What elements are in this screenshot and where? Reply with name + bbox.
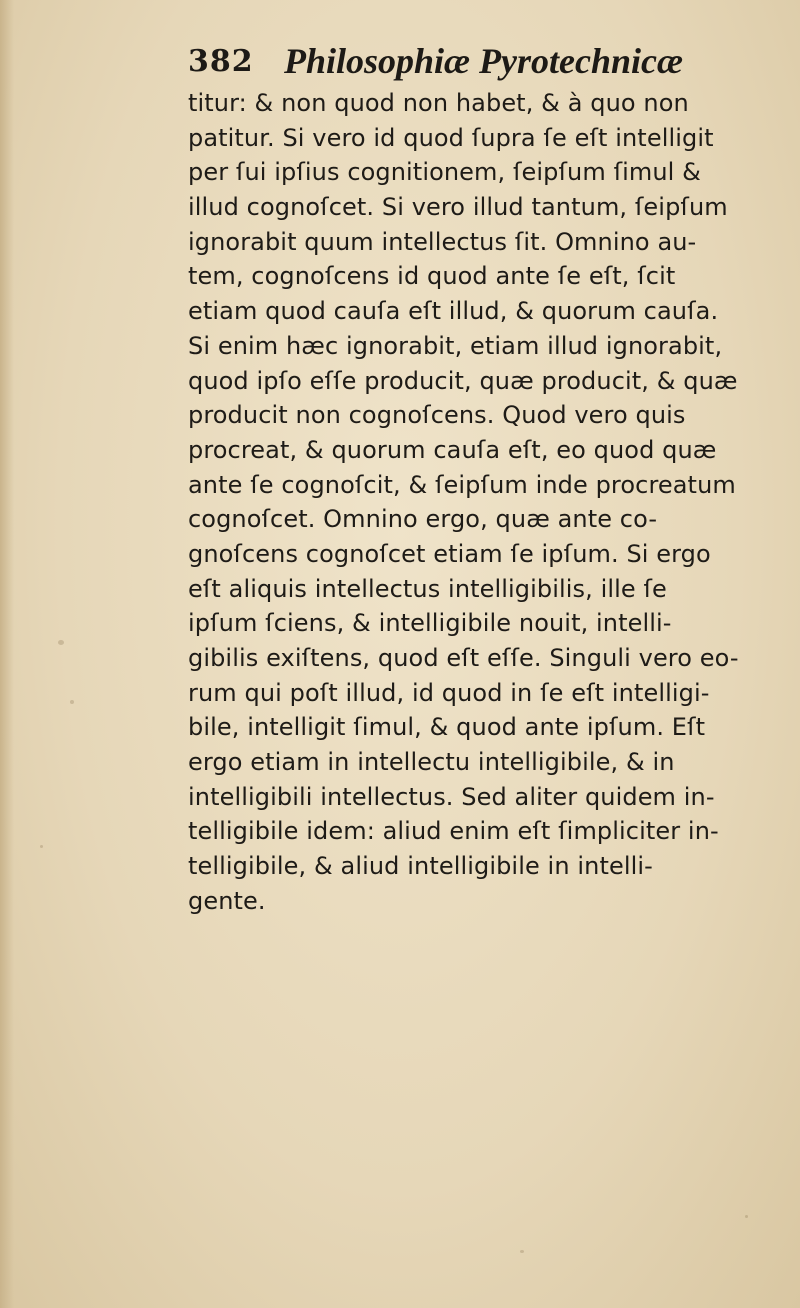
text-line: intelligibili intellectus. Sed aliter quidem in- [188, 782, 715, 811]
paper-spot [70, 700, 74, 704]
text-line: gnoſcens cognoſcet etiam ſe ipſum. Si ergo [188, 539, 711, 568]
text-line: bile, intelligit ſimul, & quod ante ipſum. Eſt [188, 713, 706, 742]
page-number: 382 [188, 44, 254, 79]
text-line: Si enim hæc ignorabit, etiam illud ignorabit, [188, 331, 723, 360]
running-title: Philosophiæ Pyrotechnicæ [284, 41, 684, 81]
text-line: per ſui ipſius cognitionem, ſeipſum ſimul & [188, 158, 701, 187]
text-line: rum qui poſt illud, id quod in ſe eſt intelligi- [188, 678, 710, 707]
text-line: telligibile, & aliud intelligibile in intelli- [188, 852, 653, 881]
text-line: illud cognoſcet. Si vero illud tantum, ſeipſum [188, 193, 728, 222]
text-line: patitur. Si vero id quod ſupra ſe eſt intelligit [188, 123, 714, 152]
text-line: etiam quod cauſa eſt illud, & quorum cauſa. [188, 297, 719, 326]
text-line: tem, cognoſcens id quod ante ſe eſt, ſcit [188, 262, 676, 291]
text-line: cognoſcet. Omnino ergo, quæ ante co- [188, 505, 658, 534]
text-line: ergo etiam in intellectu intelligibile, & in [188, 748, 675, 777]
paper-spot [745, 1215, 748, 1218]
body-text [188, 86, 768, 919]
text-line: producit non cognoſcens. Quod vero quis [188, 401, 686, 430]
page-edge-shadow [0, 0, 14, 1308]
text-line: gibilis exiſtens, quod eſt eſſe. Singuli vero eo- [188, 644, 739, 672]
page-header [188, 38, 728, 90]
paper-spot [58, 640, 64, 645]
text-line: ipſum ſciens, & intelligibile nouit, intelli- [188, 609, 672, 638]
text-line: quod ipſo eſſe producit, quæ producit, & quæ [188, 366, 738, 395]
text-line: telligibile idem: aliud enim eſt ſimpliciter in- [188, 817, 719, 846]
text-line: eſt aliquis intellectus intelligibilis, ille ſe [188, 574, 667, 603]
paper-spot [520, 1250, 524, 1253]
text-line: procreat, & quorum cauſa eſt, eo quod quæ [188, 435, 717, 464]
text-line: gente. [188, 886, 266, 915]
paper-spot [40, 845, 43, 848]
text-line: ignorabit quum intellectus ſit. Omnino au- [188, 227, 697, 256]
text-line: titur: & non quod non habet, & à quo non [188, 89, 689, 117]
text-line: ante ſe cognoſcit, & ſeipſum inde procreatum [188, 470, 736, 499]
